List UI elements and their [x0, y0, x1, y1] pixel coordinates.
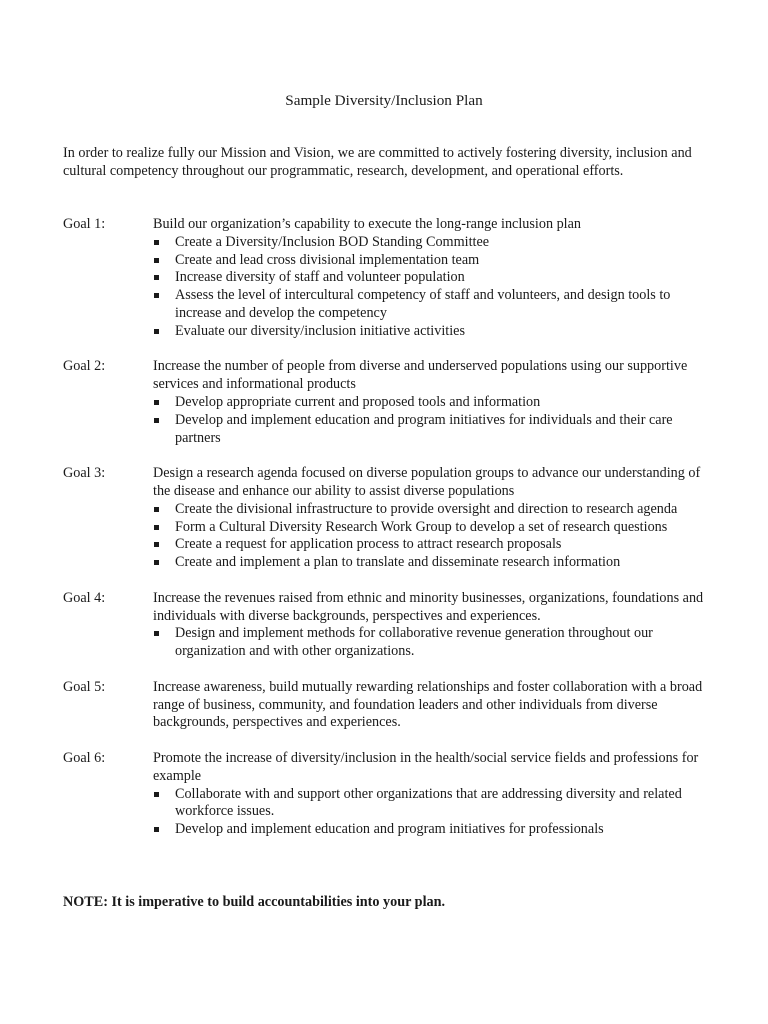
- page-title: Sample Diversity/Inclusion Plan: [285, 92, 483, 109]
- goal-text: Increase awareness, build mutually rewarding relationships and foster collaboration with a broad range of business, community, and foundation leaders and other individuals from diverse backgrounds, perspectives and experiences.: [153, 678, 703, 731]
- list-item: [153, 412, 715, 448]
- bullet-text: Develop appropriate current and proposed tools and information: [175, 393, 541, 410]
- square-bullet-icon: [154, 418, 159, 423]
- square-bullet-icon: [154, 525, 159, 530]
- list-item: [153, 323, 715, 341]
- goal-bullet-list: [153, 501, 715, 572]
- bullet-text: Design and implement methods for collaborative revenue generation throughout our organization and with other organizations.: [175, 625, 653, 660]
- goal-5: [63, 679, 715, 732]
- list-item: [153, 536, 715, 554]
- square-bullet-icon: [154, 631, 159, 636]
- bullet-text: Form a Cultural Diversity Research Work Group to develop a set of research questions: [175, 518, 668, 535]
- goal-label: Goal 6:: [63, 749, 106, 766]
- list-item: [153, 821, 715, 839]
- accountability-note: NOTE: It is imperative to build accountabilities into your plan.: [63, 894, 446, 910]
- square-bullet-icon: [154, 275, 159, 280]
- list-item: [153, 554, 715, 572]
- list-item: [153, 269, 715, 287]
- square-bullet-icon: [154, 329, 159, 334]
- goal-4: [63, 590, 715, 661]
- bullet-text: Create the divisional infrastructure to provide oversight and direction to research agenda: [175, 500, 678, 517]
- bullet-text: Create a Diversity/Inclusion BOD Standing Committee: [175, 233, 490, 250]
- list-item: [153, 287, 715, 323]
- square-bullet-icon: [154, 792, 159, 797]
- list-item: [153, 234, 715, 252]
- square-bullet-icon: [154, 240, 159, 245]
- goal-body: [153, 679, 715, 732]
- goal-6: [63, 750, 715, 839]
- goal-label: Goal 4:: [63, 589, 106, 606]
- goals-list: [63, 216, 715, 857]
- bullet-text: Evaluate our diversity/inclusion initiative activities: [175, 322, 465, 339]
- bullet-text: Create and lead cross divisional implementation team: [175, 251, 480, 268]
- goal-text: Increase the number of people from diverse and underserved populations using our supportive services and informational products: [153, 358, 688, 393]
- bullet-text: Create a request for application process to attract research proposals: [175, 536, 562, 553]
- bullet-text: Collaborate with and support other organizations that are addressing diversity and related workforce issues.: [175, 785, 682, 820]
- bullet-text: Increase diversity of staff and volunteer population: [175, 269, 465, 286]
- goal-bullet-list: [153, 786, 715, 839]
- bullet-text: Create and implement a plan to translate and disseminate research information: [175, 554, 621, 571]
- bullet-text: Develop and implement education and program initiatives for professionals: [175, 821, 604, 838]
- goal-label: Goal 3:: [63, 465, 106, 482]
- goal-label: Goal 2:: [63, 358, 106, 375]
- goal-body: [153, 465, 715, 572]
- goal-text: Promote the increase of diversity/inclusion in the health/social service fields and professions for example: [153, 749, 699, 784]
- list-item: [153, 501, 715, 519]
- square-bullet-icon: [154, 507, 159, 512]
- list-item: [153, 252, 715, 270]
- goal-label: Goal 5:: [63, 678, 106, 695]
- goal-body: [153, 750, 715, 839]
- goal-body: [153, 216, 715, 341]
- list-item: [153, 786, 715, 822]
- list-item: [153, 519, 715, 537]
- bullet-text: Assess the level of intercultural competency of staff and volunteers, and design tools to increase and develop the competency: [175, 287, 671, 321]
- goal-bullet-list: [153, 394, 715, 447]
- goal-3: [63, 465, 715, 572]
- goal-1: [63, 216, 715, 341]
- square-bullet-icon: [154, 400, 159, 405]
- goal-label: Goal 1:: [63, 216, 106, 232]
- square-bullet-icon: [154, 827, 159, 832]
- square-bullet-icon: [154, 560, 159, 565]
- goal-body: [153, 358, 715, 447]
- goal-2: [63, 358, 715, 447]
- goal-text: Design a research agenda focused on diverse population groups to advance our understanding of the disease and enhance our ability to assist diverse populations: [153, 465, 701, 499]
- goal-bullet-list: [153, 625, 715, 661]
- goal-text: Increase the revenues raised from ethnic and minority businesses, organizations, foundations and individuals with diverse backgrounds, perspectives and experiences.: [153, 589, 704, 624]
- square-bullet-icon: [154, 542, 159, 547]
- list-item: [153, 394, 715, 412]
- square-bullet-icon: [154, 258, 159, 263]
- goal-text: Build our organization’s capability to execute the long-range inclusion plan: [153, 216, 582, 232]
- goal-body: [153, 590, 715, 661]
- list-item: [153, 625, 715, 661]
- intro-paragraph: In order to realize fully our Mission and Vision, we are committed to actively fostering diversity, inclusion and cultural competency throughout our programmatic, research, development, and operational efforts.: [63, 145, 692, 179]
- square-bullet-icon: [154, 293, 159, 298]
- goal-bullet-list: [153, 234, 715, 341]
- bullet-text: Develop and implement education and program initiatives for individuals and their care partners: [175, 411, 673, 446]
